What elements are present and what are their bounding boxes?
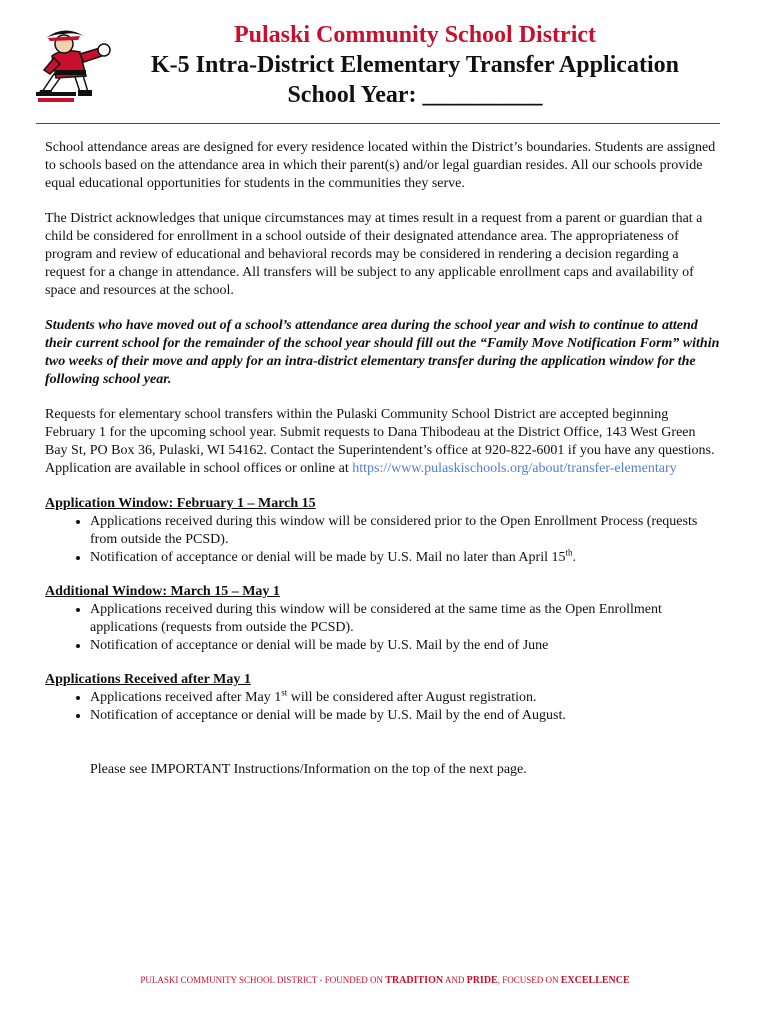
footer-focused: , FOCUSED ON — [497, 975, 561, 985]
title-block — [120, 20, 710, 110]
requests-text: Requests for elementary school transfers within the Pulaski Community School District are accepted beginning February 1 for the upcoming school year. Submit requests to Dana Thibodeau at the District Office, 143 West Green Bay St, PO Box 36, Pulaski, WI 54162. Contact the Superintendent’s office at 920-822-6001 if you have any questions. Application are available in school offices or online at — [45, 407, 715, 476]
footer-tagline — [0, 975, 770, 986]
section-title-application-window: Application Window: February 1 – March 15 — [45, 496, 316, 511]
paragraph-unique-circumstances: The District acknowledges that unique circumstances may at times result in a request from a parent or guardian that a child be considered for enrollment in a school outside of their designated attendance area. The appropriateness of program and review of educational and behavioral records may be considered in rendering a decision regarding a request for a change in attendance. All transfers will be subject to any applicable enrollment caps and availability of space and resources at the school. — [45, 211, 703, 298]
additional-window-list — [45, 601, 721, 655]
footer-pride: PRIDE — [466, 975, 498, 986]
list-item-tail: will be considered after August registration. — [287, 690, 537, 705]
paragraph-moved-students: Students who have moved out of a school’s attendance area during the school year and wish to continue to attend their current school for the remainder of the school year should fill out the “Family Move Notification Form” within two weeks of their move and apply for an intra-district elementary transfer during the application window for the following school year. — [45, 318, 720, 387]
list-item: • Notification of acceptance or denial will be made by U.S. Mail by the end of August. — [90, 707, 721, 725]
next-page-note: Please see IMPORTANT Instructions/Information on the top of the next page. — [90, 762, 527, 777]
list-item-text: Applications received after May 1 — [90, 690, 282, 705]
list-item: • Applications received during this window will be considered at the same time as the Open Enrollment applications (requests from outside the PCSD). — [90, 601, 721, 637]
ordinal-suffix: st — [281, 687, 288, 698]
list-item — [90, 549, 721, 567]
paragraph-requests — [45, 406, 721, 478]
district-name: Pulaski Community School District — [233, 22, 596, 48]
footer-excellence: EXCELLENCE — [560, 975, 630, 986]
red-raider-mascot-logo — [34, 26, 126, 106]
footer-text: PULASKI COMMUNITY SCHOOL DISTRICT - FOUNDED ON — [140, 975, 386, 985]
application-window-list — [45, 513, 721, 567]
after-may-list — [45, 689, 721, 725]
paragraph-attendance-areas: School attendance areas are designed for every residence located within the District’s boundaries. Students are assigned to schools based on the attendance area in which their parent(s) and/or legal guardian resides. All our schools provide equal educational opportunities for students in the communities they serve. — [45, 140, 716, 191]
footer-and: AND — [443, 975, 467, 985]
list-item-tail: . — [572, 550, 576, 565]
document-body — [45, 139, 721, 779]
section-title-after-may: Applications Received after May 1 — [45, 672, 251, 687]
transfer-link[interactable]: https://www.pulaskischools.org/about/transfer-elementary — [352, 461, 677, 476]
list-item-text: Notification of acceptance or denial will be made by U.S. Mail no later than April 15 — [90, 550, 566, 565]
footer-tradition: TRADITION — [385, 975, 444, 986]
ordinal-suffix: th — [565, 547, 573, 558]
document-header — [0, 0, 770, 124]
list-item: • Applications received during this window will be considered prior to the Open Enrollment Process (requests from outside the PCSD). — [90, 513, 721, 549]
section-title-additional-window: Additional Window: March 15 – May 1 — [45, 584, 280, 599]
school-year-field[interactable]: School Year: __________ — [287, 82, 543, 108]
list-item: • Notification of acceptance or denial will be made by U.S. Mail by the end of June — [90, 637, 721, 655]
list-item — [90, 689, 721, 707]
header-divider — [36, 123, 720, 124]
application-title: K-5 Intra-District Elementary Transfer Application — [151, 52, 679, 78]
